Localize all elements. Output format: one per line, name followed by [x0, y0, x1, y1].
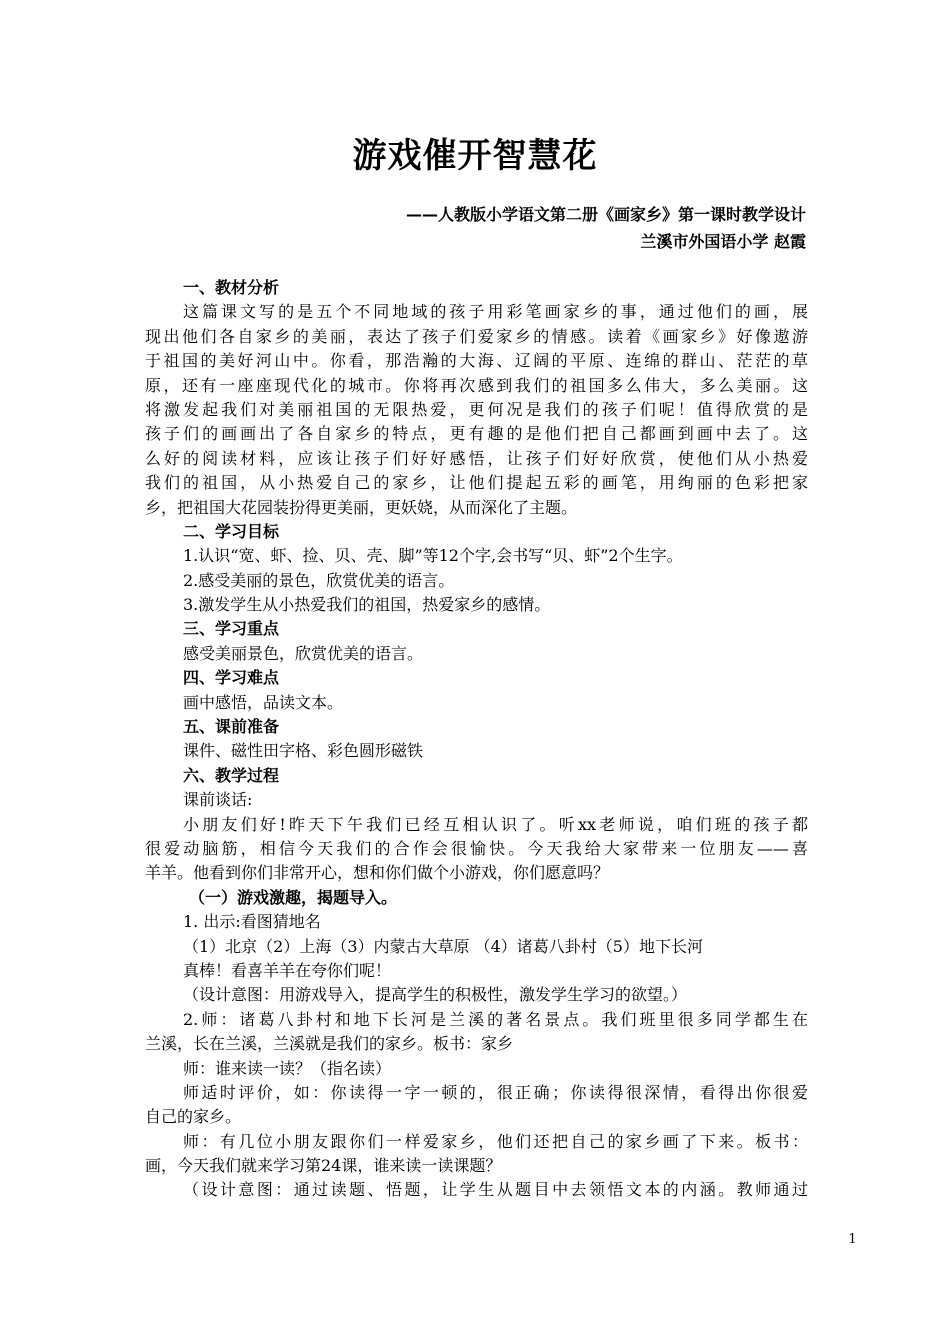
subsection-heading: （一）游戏激趣，揭题导入。 [189, 887, 398, 907]
paragraph-line: 自己的家乡。 [145, 1107, 242, 1127]
paragraph-line: 师：谁来读一读？（指名读） [183, 1058, 392, 1078]
paragraph-line: 原，还有一座座现代化的城市。你将再次感到我们的祖国多么伟大，多么美丽。这 [145, 375, 808, 395]
document-body [145, 276, 808, 1203]
paragraph-line: （设计意图：通过读题、悟题，让学生从题目中去领悟文本的内涵。教师通过 [183, 1180, 808, 1200]
paragraph-line: 课件、磁性田字格、彩色圆形磁铁 [183, 741, 424, 761]
paragraph-line: 我们的祖国，从小热爱自己的家乡，让他们提起五彩的画笔，用绚丽的色彩把家 [145, 473, 808, 493]
paragraph-line: 画中感悟，品读文本。 [183, 692, 344, 712]
paragraph-line: 这篇课文写的是五个不同地域的孩子用彩笔画家乡的事，通过他们的画，展 [183, 302, 808, 322]
paragraph-line: 感受美丽景色，欣赏优美的语言。 [183, 643, 424, 663]
paragraph-line: 课前谈话: [183, 790, 253, 810]
section-heading-4: 四、学习难点 [183, 668, 280, 688]
paragraph-line: 很爱动脑筋，相信今天我们的合作会很愉快。今天我给大家带来一位朋友——喜 [145, 838, 808, 858]
author-line: 兰溪市外国语小学 赵霞 [640, 232, 806, 251]
section-heading-3: 三、学习重点 [183, 619, 280, 639]
list-item: 1.认识“宽、虾、捡、贝、壳、脚”等12个字,会书写“贝、虾”2个生字。 [183, 546, 683, 566]
paragraph-line: 真棒！看喜羊羊在夸你们呢！ [183, 960, 392, 980]
list-item: 3.激发学生从小热爱我们的祖国，热爱家乡的感情。 [183, 595, 551, 615]
section-heading-1: 一、教材分析 [183, 278, 280, 297]
page-title: 游戏催开智慧花 [352, 136, 598, 176]
paragraph-line: 于祖国的美好河山中。你看，那浩瀚的大海、辽阔的平原、连绵的群山、茫茫的草 [145, 351, 808, 371]
section-heading-2: 二、学习目标 [183, 521, 280, 541]
paragraph-line: 2.师：诸葛八卦村和地下长河是兰溪的著名景点。我们班里很多同学都生在 [183, 1009, 808, 1029]
paragraph-line: 兰溪，长在兰溪，兰溪就是我们的家乡。板书：家乡 [145, 1034, 514, 1054]
paragraph-line: 小朋友们好!昨天下午我们已经互相认识了。听xx老师说，咱们班的孩子都 [183, 814, 808, 834]
paragraph-line: 画，今天我们就来学习第24课，谁来读一读课题？ [145, 1156, 502, 1176]
paragraph-line: 么好的阅读材料，应该让孩子们好好感悟，让孩子们好好欣赏，使他们从小热爱 [145, 448, 808, 468]
page-subtitle: ——人教版小学语文第二册《画家乡》第一课时教学设计 [405, 205, 806, 224]
section-heading-5: 五、课前准备 [183, 717, 280, 737]
paragraph-line: 1. 出示:看图猜地名 [183, 912, 321, 932]
paragraph-line: 羊羊。他看到你们非常开心，想和你们做个小游戏，你们愿意吗？ [145, 863, 610, 883]
paragraph-line: 将激发起我们对美丽祖国的无限热爱，更何况是我们的孩子们呢！值得欣赏的是 [145, 399, 808, 419]
paragraph-line: 师：有几位小朋友跟你们一样爱家乡，他们还把自己的家乡画了下来。板书： [183, 1131, 808, 1151]
list-item: 2.感受美丽的景色，欣赏优美的语言。 [183, 570, 455, 590]
section-heading-6: 六、教学过程 [183, 765, 280, 785]
paragraph-line: 乡，把祖国大花园装扮得更美丽，更妖娆，从而深化了主题。 [145, 497, 578, 517]
page-number: 1 [848, 1232, 857, 1247]
paragraph-line: 孩子们的画画出了各自家乡的特点，更有趣的是他们把自己都画到画中去了。这 [145, 424, 808, 444]
paragraph-line: （1）北京（2）上海（3）内蒙古大草原 （4）诸葛八卦村（5）地下长河 [183, 936, 703, 956]
paragraph-line: 现出他们各自家乡的美丽，表达了孩子们爱家乡的情感。读着《画家乡》好像遨游 [145, 326, 808, 346]
paragraph-line: 师适时评价，如：你读得一字一顿的，很正确；你读得很深情，看得出你很爱 [183, 1082, 808, 1102]
paragraph-line: （设计意图：用游戏导入，提高学生的积极性，激发学生学习的欲望。） [183, 985, 688, 1005]
